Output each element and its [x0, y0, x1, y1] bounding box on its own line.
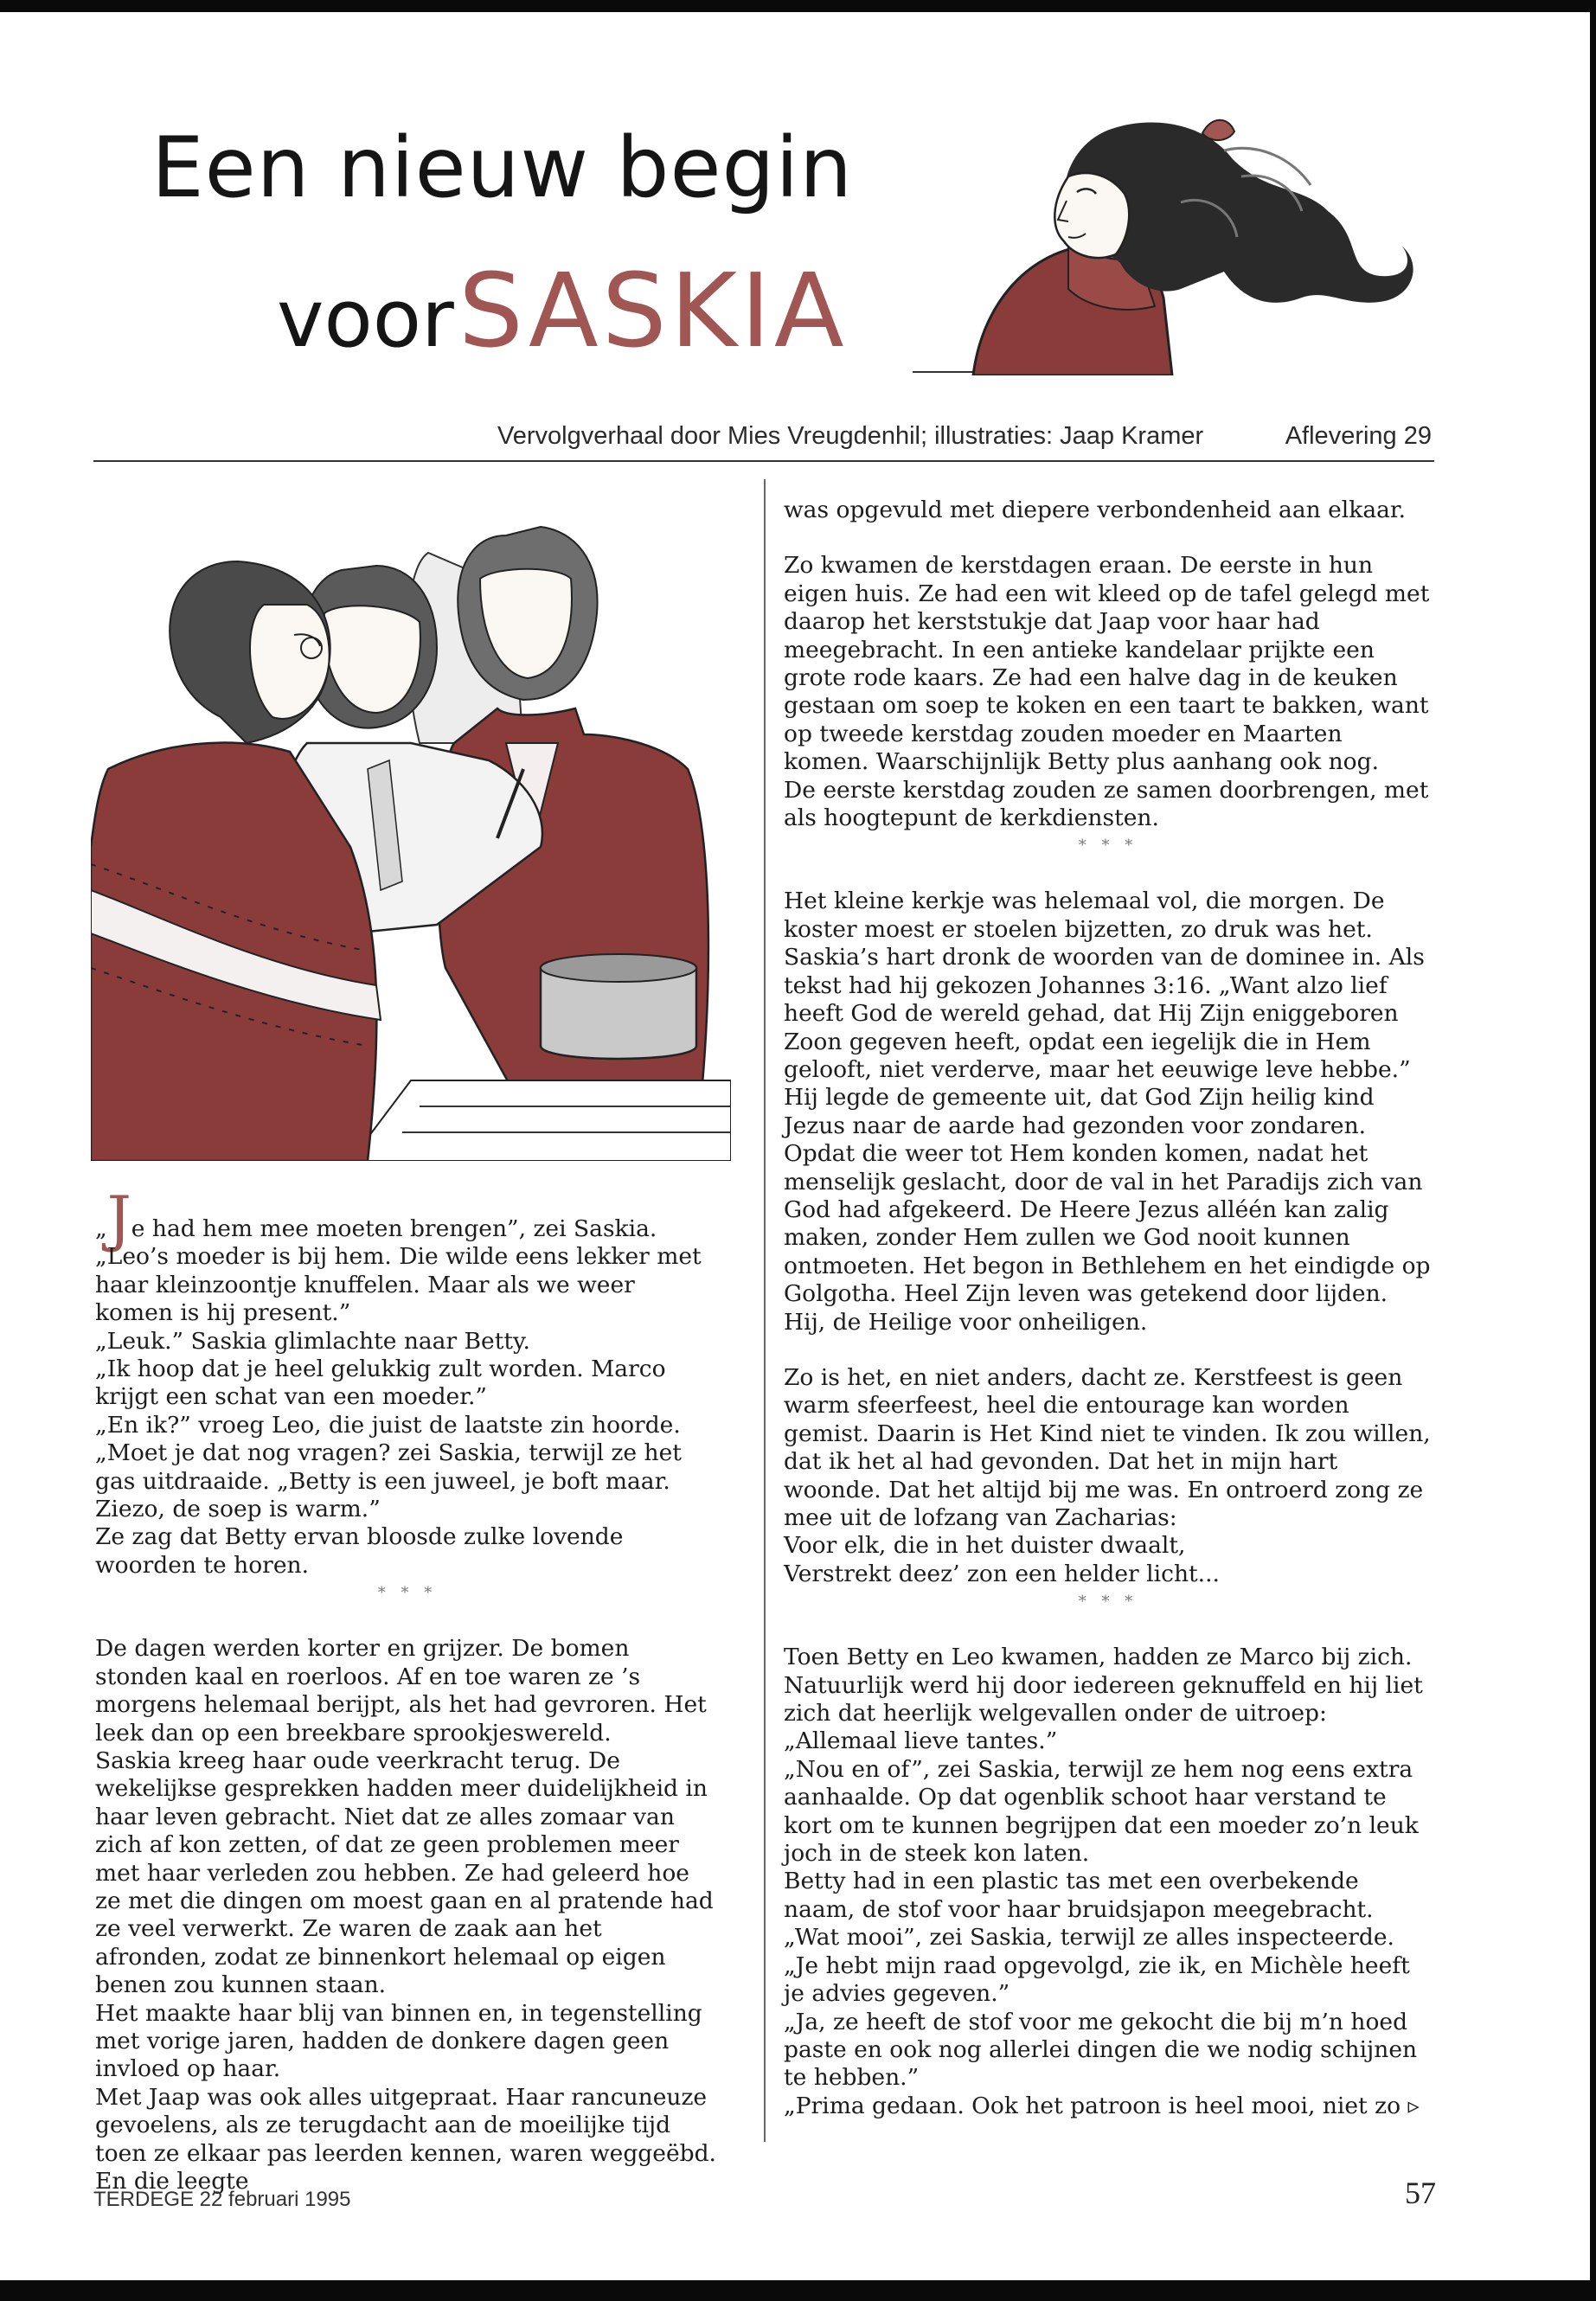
paragraph: „Wat mooi”, zei Saskia, terwijl ze alles inspecteerde. „Je hebt mijn raad opgevolgd, zie ik, en Michèle heeft je advies gegeven.”	[784, 1924, 1410, 2008]
paragraph: „En ik?” vroeg Leo, die juist de laatste zin hoorde.	[95, 1411, 681, 1439]
paragraph: Hij legde de gemeente uit, dat God Zijn heilig kind Jezus naar de aarde had gezonden voor zondaren. Opdat die weer tot Hem konden komen, nadat het menselijk geslacht, door de val in het Paradijs zich van God had afgekeerd. De Heere Jezus alléén kan zalig maken, zonder Hem zullen we God nooit kunnen ontmoeten. Het begon in Bethlehem en het eindigde op Golgotha. Heel Zijn leven was getekend door lijden. Hij, de Heilige voor onheiligen.	[784, 1084, 1431, 1336]
drop-cap: J	[106, 1183, 131, 1254]
paragraph: „Nou en of”, zei Saskia, terwijl ze hem nog eens extra aanhaalde. Op dat ogenblik schoot haar verstand te kort om te kunnen begrijpen dat een moeder zo’n leuk joch in de steek kon laten.	[784, 1755, 1419, 1868]
title-line-1: Een nieuw begin	[151, 119, 853, 216]
section-break: * * *	[1078, 836, 1138, 856]
column-divider	[764, 479, 766, 2142]
verse-line: Voor elk, die in het duister dwaalt,	[784, 1532, 1186, 1560]
paragraph: „Prima gedaan. Ook het patroon is heel mooi, niet zo ▹	[784, 2092, 1420, 2119]
left-column	[95, 1183, 720, 2195]
paragraph-text: e had hem mee moeten brengen”, zei Saskia.	[131, 1215, 657, 1242]
byline-row	[497, 422, 1432, 451]
paragraph: „Ja, ze heeft de stof voor me gekocht die bij m’n hoed paste en ook nog allerlei dingen die we nodig schijnen te hebben.”	[784, 2008, 1418, 2092]
episode-label: Aflevering 29	[1285, 422, 1432, 450]
title-voor: voor	[277, 272, 454, 365]
paragraph: Ze zag dat Betty ervan bloosde zulke lovende woorden te horen.	[95, 1523, 624, 1579]
title-line-2	[277, 251, 848, 394]
page-number: 57	[1405, 2176, 1436, 2210]
paragraph: Saskia kreeg haar oude veerkracht terug. De wekelijkse gesprekken hadden meer duidelijkheid in haar leven gebracht. Niet dat ze alles zomaar van zich af kon zetten, of dat ze geen problemen meer met haar verleden zou hebben. Ze had geleerd hoe ze met die dingen om moest gaan en al pratende had ze veel verwerkt. Ze waren de zaak aan het afronden, zodat ze binnenkort helemaal op eigen benen zou kunnen staan.	[95, 1747, 714, 1999]
quote-open: „	[95, 1215, 107, 1242]
paragraph	[95, 1183, 720, 1254]
byline: Vervolgverhaal door Mies Vreugdenhil; illustraties: Jaap Kramer	[497, 422, 1204, 450]
header-rule	[93, 460, 1434, 462]
paragraph: Het maakte haar blij van binnen en, in tegenstelling met vorige jaren, hadden de donkere dagen geen invloed op haar.	[95, 1999, 702, 2083]
paragraph: „Leuk.” Saskia glimlachte naar Betty.	[95, 1327, 530, 1355]
paragraph: Het kleine kerkje was helemaal vol, die morgen. De koster moest er stoelen bijzetten, zo druk was het. Saskia’s hart dronk de woorden van de dominee in. Als tekst had hij gekozen Johannes 3:16. „Want alzo lief heeft God de wereld gehad, dat Hij Zijn eniggeboren Zoon gegeven heeft, opdat een iegelijk die in Hem gelooft, niet verderve, maar het eeuwige leve hebbe.”	[784, 888, 1425, 1083]
verse-line: Verstrekt deez’ zon een helder licht...	[784, 1560, 1220, 1587]
saskia-portrait-illustration	[895, 90, 1432, 375]
paragraph: was opgevuld met diepere verbondenheid aan elkaar.	[784, 497, 1407, 523]
paragraph: „Ik hoop dat je heel gelukkig zult worden. Marco krijgt een schat van een moeder.”	[95, 1356, 666, 1411]
title-saskia: SASKIA	[458, 251, 848, 370]
paragraph: Zo kwamen de kerstdagen eraan. De eerste in hun eigen huis. Ze had een wit kleed op de tafel gelegd met daarop het kerststukje dat Jaap voor haar had meegebracht. In een antieke kandelaar prijkte een grote rode kaars. Ze had een halve dag in de keuken gestaan om soep te koken en een taart te bakken, want op tweede kerstdag zouden moeder en Maarten komen. Waarschijnlijk Betty plus aanhang ook nog.	[784, 552, 1430, 776]
section-break: * * *	[377, 1584, 438, 1603]
right-column	[784, 497, 1433, 2120]
publication-footer: TERDEGE 22 februari 1995	[93, 2188, 351, 2211]
magazine-page	[0, 12, 1590, 2280]
paragraph: Toen Betty en Leo kwamen, hadden ze Marco bij zich. Natuurlijk werd hij door iedereen geknuffeld en hij liet zich dat heerlijk welgevallen onder de uitroep: „Allemaal lieve tantes.”	[784, 1644, 1423, 1755]
kitchen-scene-illustration	[91, 484, 731, 1161]
paragraph: Betty had in een plastic tas met een overbekende naam, de stof voor haar bruidsjapon meegebracht.	[784, 1868, 1374, 1923]
paragraph: De eerste kerstdag zouden ze samen doorbrengen, met als hoogtepunt de kerkdiensten.	[784, 776, 1429, 832]
paragraph: „Moet je dat nog vragen? zei Saskia, terwijl ze het gas uitdraaide. „Betty is een juweel, je boft maar. Ziezo, de soep is warm.”	[95, 1439, 682, 1523]
paragraph: Zo is het, en niet anders, dacht ze. Kerstfeest is geen warm sfeerfeest, heel die entourage kan worden gemist. Daarin is Het Kind niet te vinden. Ik zou willen, dat ik het al had gevonden. Dat het in mijn hart woonde. Dat het altijd bij me was. En ontroerd zong ze mee uit de lofzang van Zacharias:	[784, 1363, 1431, 1531]
section-break: * * *	[1078, 1593, 1138, 1612]
paragraph: Met Jaap was ook alles uitgepraat. Haar rancuneuze gevoelens, als ze terugdacht aan de moeilijke tijd toen ze elkaar pas leerden kennen, waren weggeëbd. En die leegte	[95, 2083, 716, 2195]
paragraph: „Leo’s moeder is bij hem. Die wilde eens lekker met haar kleinzoontje knuffelen. Maar als we weer komen is hij present.”	[95, 1243, 702, 1327]
paragraph: De dagen werden korter en grijzer. De bomen stonden kaal en roerloos. Af en toe waren ze ’s morgens helemaal berijpt, als het had gevroren. Het leek dan op een breekbare sprookjeswereld.	[95, 1635, 707, 1747]
